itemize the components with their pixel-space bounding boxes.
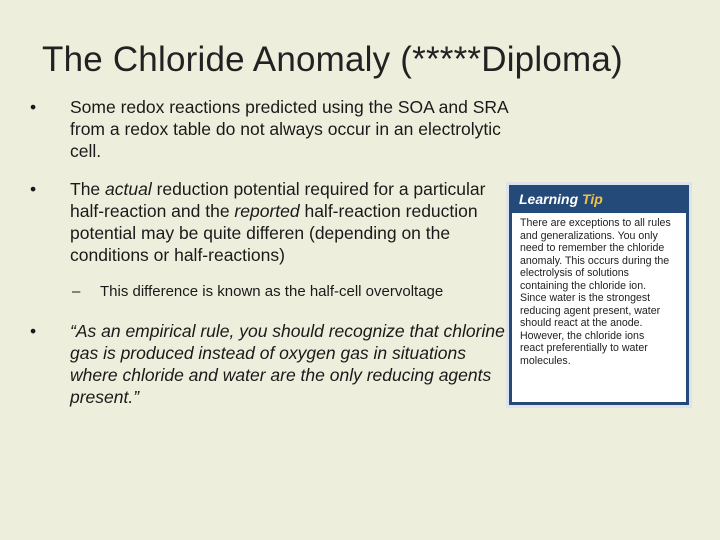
bullet-item: [30, 96, 510, 162]
dash-glyph: –: [72, 283, 81, 300]
tip-line: reducing agent present, water: [520, 304, 661, 317]
bullet-text-emphasis-actual: actual: [105, 179, 152, 199]
bullet-text: Some redox reactions predicted using the SOA and SRA from a redox table do not always occur in an electrolytic cell.: [70, 97, 508, 161]
tip-line: need to remember the chloride: [520, 242, 665, 254]
bullet-item: [30, 320, 510, 408]
learning-tip-header: [509, 185, 689, 209]
tip-line: However, the chloride ions: [520, 329, 645, 342]
learning-tip-header-word: Learning: [519, 191, 579, 207]
tip-line: There are exceptions to all rules: [520, 217, 671, 229]
tip-line: should react at the anode.: [520, 317, 643, 329]
bullet-glyph: •: [30, 179, 37, 199]
tip-line: and generalizations. You only: [520, 229, 658, 242]
learning-tip-body: [512, 213, 686, 402]
tip-line: anomaly. This occurs during the: [520, 254, 670, 267]
tip-line: react preferentially to water: [520, 342, 648, 354]
sub-bullet-text: This difference is known as the half-cell overvoltage: [100, 283, 444, 300]
tip-line: molecules.: [520, 354, 571, 367]
slide-title: The Chloride Anomaly (*****Diploma): [42, 40, 623, 79]
bullet-text-emphasis-reported: reported: [234, 201, 300, 221]
bullet-item: [30, 178, 510, 266]
bullet-text-quote: “As an empirical rule, you should recognize that chlorine gas is produced instead of oxygen gas in situations where chloride and water are the only reducing agents present.”: [70, 321, 505, 407]
bullet-text-pre: The: [70, 179, 106, 199]
bullet-text-post: half-reaction reduction potential may be quite differen (depending on the conditions or half-reactions): [70, 201, 478, 265]
learning-tip-header-accent: Tip: [582, 191, 603, 207]
tip-line: containing the chloride ion.: [520, 279, 647, 292]
tip-line: electrolysis of solutions: [520, 267, 629, 279]
bullet-glyph: •: [30, 321, 37, 341]
learning-tip-box: [506, 182, 692, 408]
bullet-list: [30, 96, 510, 424]
bullet-text-mid: reduction potential required for a particular half-reaction and the: [70, 179, 486, 221]
sub-bullet-item: [30, 282, 510, 302]
tip-line: Since water is the strongest: [520, 292, 651, 304]
bullet-glyph: •: [30, 97, 37, 117]
